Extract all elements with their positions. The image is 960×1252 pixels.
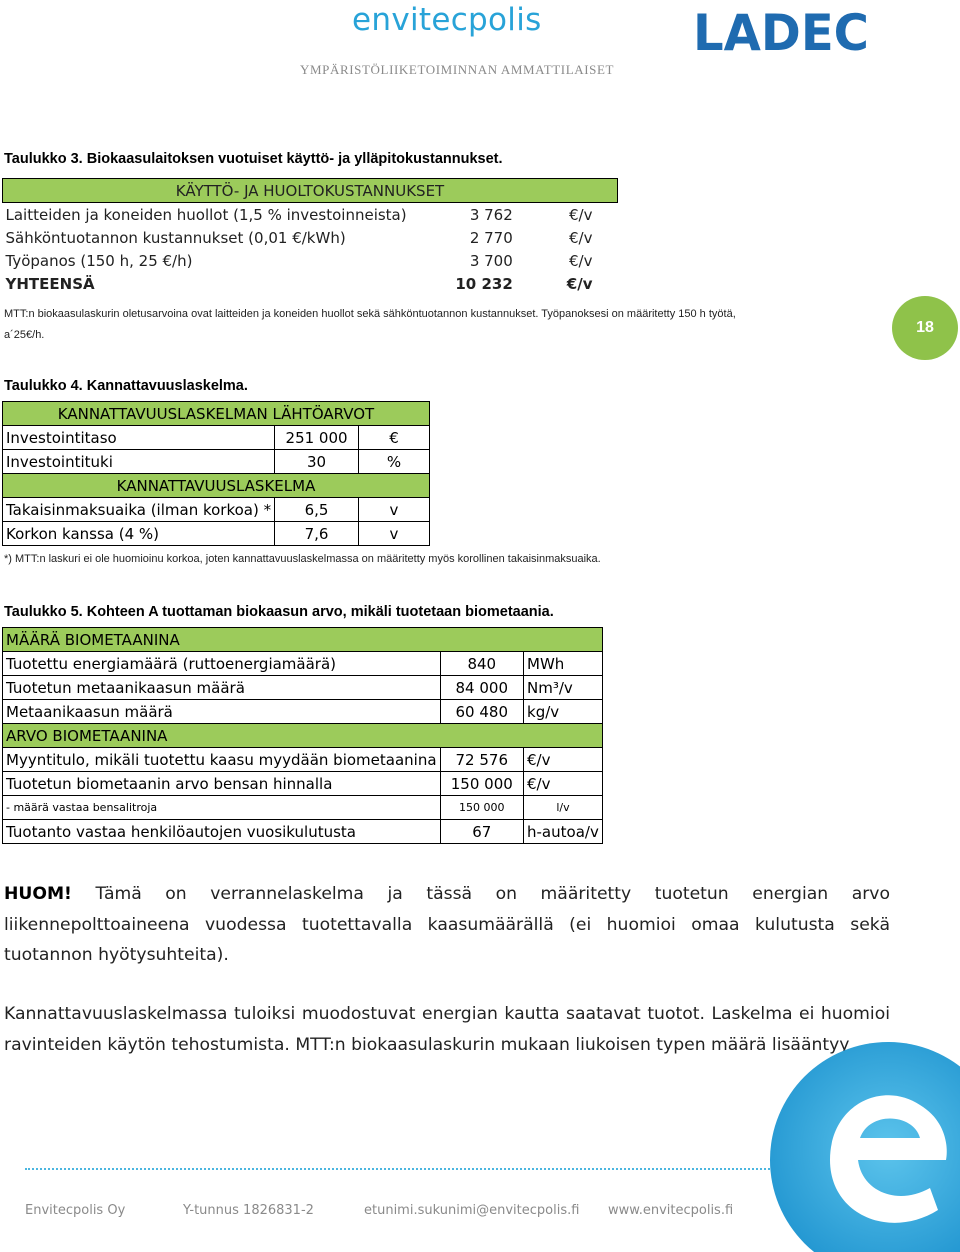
row-value: 72 576 xyxy=(440,748,523,772)
row-value: 67 xyxy=(440,820,523,844)
footer-business-id: Y-tunnus 1826831-2 xyxy=(183,1203,314,1218)
table4-heading-result: KANNATTAVUUSLASKELMA xyxy=(3,474,430,498)
table4-caption: Taulukko 4. Kannattavuuslaskelma. xyxy=(4,378,248,394)
row-unit: €/v xyxy=(569,228,593,247)
row-unit: €/v xyxy=(524,748,603,772)
table-row xyxy=(3,203,618,227)
row-label: Myyntitulo, mikäli tuotettu kaasu myydään biometaanina xyxy=(3,748,441,772)
row-value: 3 700 xyxy=(469,251,513,270)
table-row xyxy=(3,450,430,474)
table-row xyxy=(3,652,603,676)
table5-heading-value: ARVO BIOMETAANINA xyxy=(3,724,603,748)
row-label: Työpanos (150 h, 25 €/h) xyxy=(5,251,193,270)
table3 xyxy=(2,178,618,295)
note-emphasis: HUOM! xyxy=(4,884,72,904)
table5-caption: Taulukko 5. Kohteen A tuottaman biokaasun arvo, mikäli tuotetaan biometaania. xyxy=(4,604,554,620)
footer-company: Envitecpolis Oy xyxy=(25,1203,126,1218)
row-label: Tuotettu energiamäärä (ruttoenergiamäärä) xyxy=(3,652,441,676)
ladec-logo-text: LADEC xyxy=(693,6,869,54)
table-row xyxy=(3,522,430,546)
row-value: 150 000 xyxy=(440,796,523,820)
page-number-badge: 18 xyxy=(892,296,958,360)
row-value: 2 770 xyxy=(469,228,513,247)
table3-caption: Taulukko 3. Biokaasulaitoksen vuotuiset käyttö- ja ylläpitokustannukset. xyxy=(4,151,503,167)
row-label: Korkon kanssa (4 %) xyxy=(3,522,275,546)
envitecpolis-e-icon xyxy=(770,1010,960,1252)
row-value: 30 xyxy=(275,450,359,474)
row-value: 10 232 xyxy=(455,274,513,293)
row-unit: v xyxy=(359,522,430,546)
row-unit: €/v xyxy=(524,772,603,796)
row-label: Investointituki xyxy=(3,450,275,474)
table5-heading-amount: MÄÄRÄ BIOMETAANINA xyxy=(3,628,603,652)
row-value: 3 762 xyxy=(469,205,513,224)
note-text: Tämä on verrannelaskelma ja tässä on määritetty tuotetun energian arvo liikennepolttoaineena vuodessa tuotettavalla kaasumäärällä (ei huomioi omaa kulutusta sekä tuotannon hyötysuhteita). xyxy=(4,884,890,965)
row-value: 150 000 xyxy=(440,772,523,796)
ladec-logo xyxy=(693,6,869,54)
table-row xyxy=(3,820,603,844)
row-value: 6,5 xyxy=(275,498,359,522)
row-unit: h-autoa/v xyxy=(524,820,603,844)
row-label: Metaanikaasun määrä xyxy=(3,700,441,724)
table-row xyxy=(3,700,603,724)
table5 xyxy=(2,627,603,844)
table4-heading-inputs: KANNATTAVUUSLASKELMAN LÄHTÖARVOT xyxy=(3,402,430,426)
table-row xyxy=(3,426,430,450)
table-row xyxy=(3,498,430,522)
table-row xyxy=(3,226,618,249)
brand-logo: envitecpolis xyxy=(352,2,542,38)
row-unit: € xyxy=(359,426,430,450)
table-row xyxy=(3,249,618,272)
row-unit: kg/v xyxy=(524,700,603,724)
row-label: Sähköntuotannon kustannukset (0,01 €/kWh) xyxy=(5,228,346,247)
row-value: 7,6 xyxy=(275,522,359,546)
row-unit: % xyxy=(359,450,430,474)
footer-divider xyxy=(25,1168,830,1170)
row-label: YHTEENSÄ xyxy=(5,274,95,293)
row-unit: €/v xyxy=(566,274,593,293)
row-value: 84 000 xyxy=(440,676,523,700)
table4-note: *) MTT:n laskuri ei ole huomioinu korkoa, joten kannattavuuslaskelmassa on määritetty myös korollinen takaisinmaksuaika. xyxy=(4,553,601,565)
brand-tagline: YMPÄRISTÖLIIKETOIMINNAN AMMATTILAISET xyxy=(300,62,615,77)
row-label: Tuotetun metaanikaasun määrä xyxy=(3,676,441,700)
row-unit: €/v xyxy=(569,205,593,224)
row-unit: Nm³/v xyxy=(524,676,603,700)
note-paragraph xyxy=(4,879,890,971)
table-row-total xyxy=(3,272,618,295)
footer-website[interactable]: www.envitecpolis.fi xyxy=(608,1203,734,1218)
table-row xyxy=(3,772,603,796)
row-label: Tuotanto vastaa henkilöautojen vuosikulutusta xyxy=(3,820,441,844)
table-row xyxy=(3,748,603,772)
row-unit: MWh xyxy=(524,652,603,676)
table3-note-cont: a´25€/h. xyxy=(4,329,45,341)
row-unit: €/v xyxy=(569,251,593,270)
row-value: 251 000 xyxy=(275,426,359,450)
table3-note: MTT:n biokaasulaskurin oletusarvoina ovat laitteiden ja koneiden huollot sekä sähköntuotannon kustannukset. Työpanoksesi on määritetty 150 h työtä, xyxy=(4,308,736,320)
row-value: 840 xyxy=(440,652,523,676)
body-paragraph: Kannattavuuslaskelmassa tuloiksi muodostuvat energian kautta saatavat tuotot. Laskelma ei huomioi ravinteiden käytön tehostumista. MTT:n biokaasulaskurin mukaan liukoisen typen määrä lisääntyy xyxy=(4,1004,890,1055)
table-row xyxy=(3,676,603,700)
table4 xyxy=(2,401,430,546)
row-label: Laitteiden ja koneiden huollot (1,5 % investoinneista) xyxy=(5,205,407,224)
footer-email[interactable]: etunimi.sukunimi@envitecpolis.fi xyxy=(364,1203,580,1218)
row-label: Tuotetun biometaanin arvo bensan hinnalla xyxy=(3,772,441,796)
row-label: Takaisinmaksuaika (ilman korkoa) * xyxy=(3,498,275,522)
table3-heading: KÄYTTÖ- JA HUOLTOKUSTANNUKSET xyxy=(3,179,618,203)
table-row-small xyxy=(3,796,603,820)
row-label: - määrä vastaa bensalitroja xyxy=(3,796,441,820)
row-value: 60 480 xyxy=(440,700,523,724)
row-unit: v xyxy=(359,498,430,522)
row-unit: l/v xyxy=(524,796,603,820)
row-label: Investointitaso xyxy=(3,426,275,450)
